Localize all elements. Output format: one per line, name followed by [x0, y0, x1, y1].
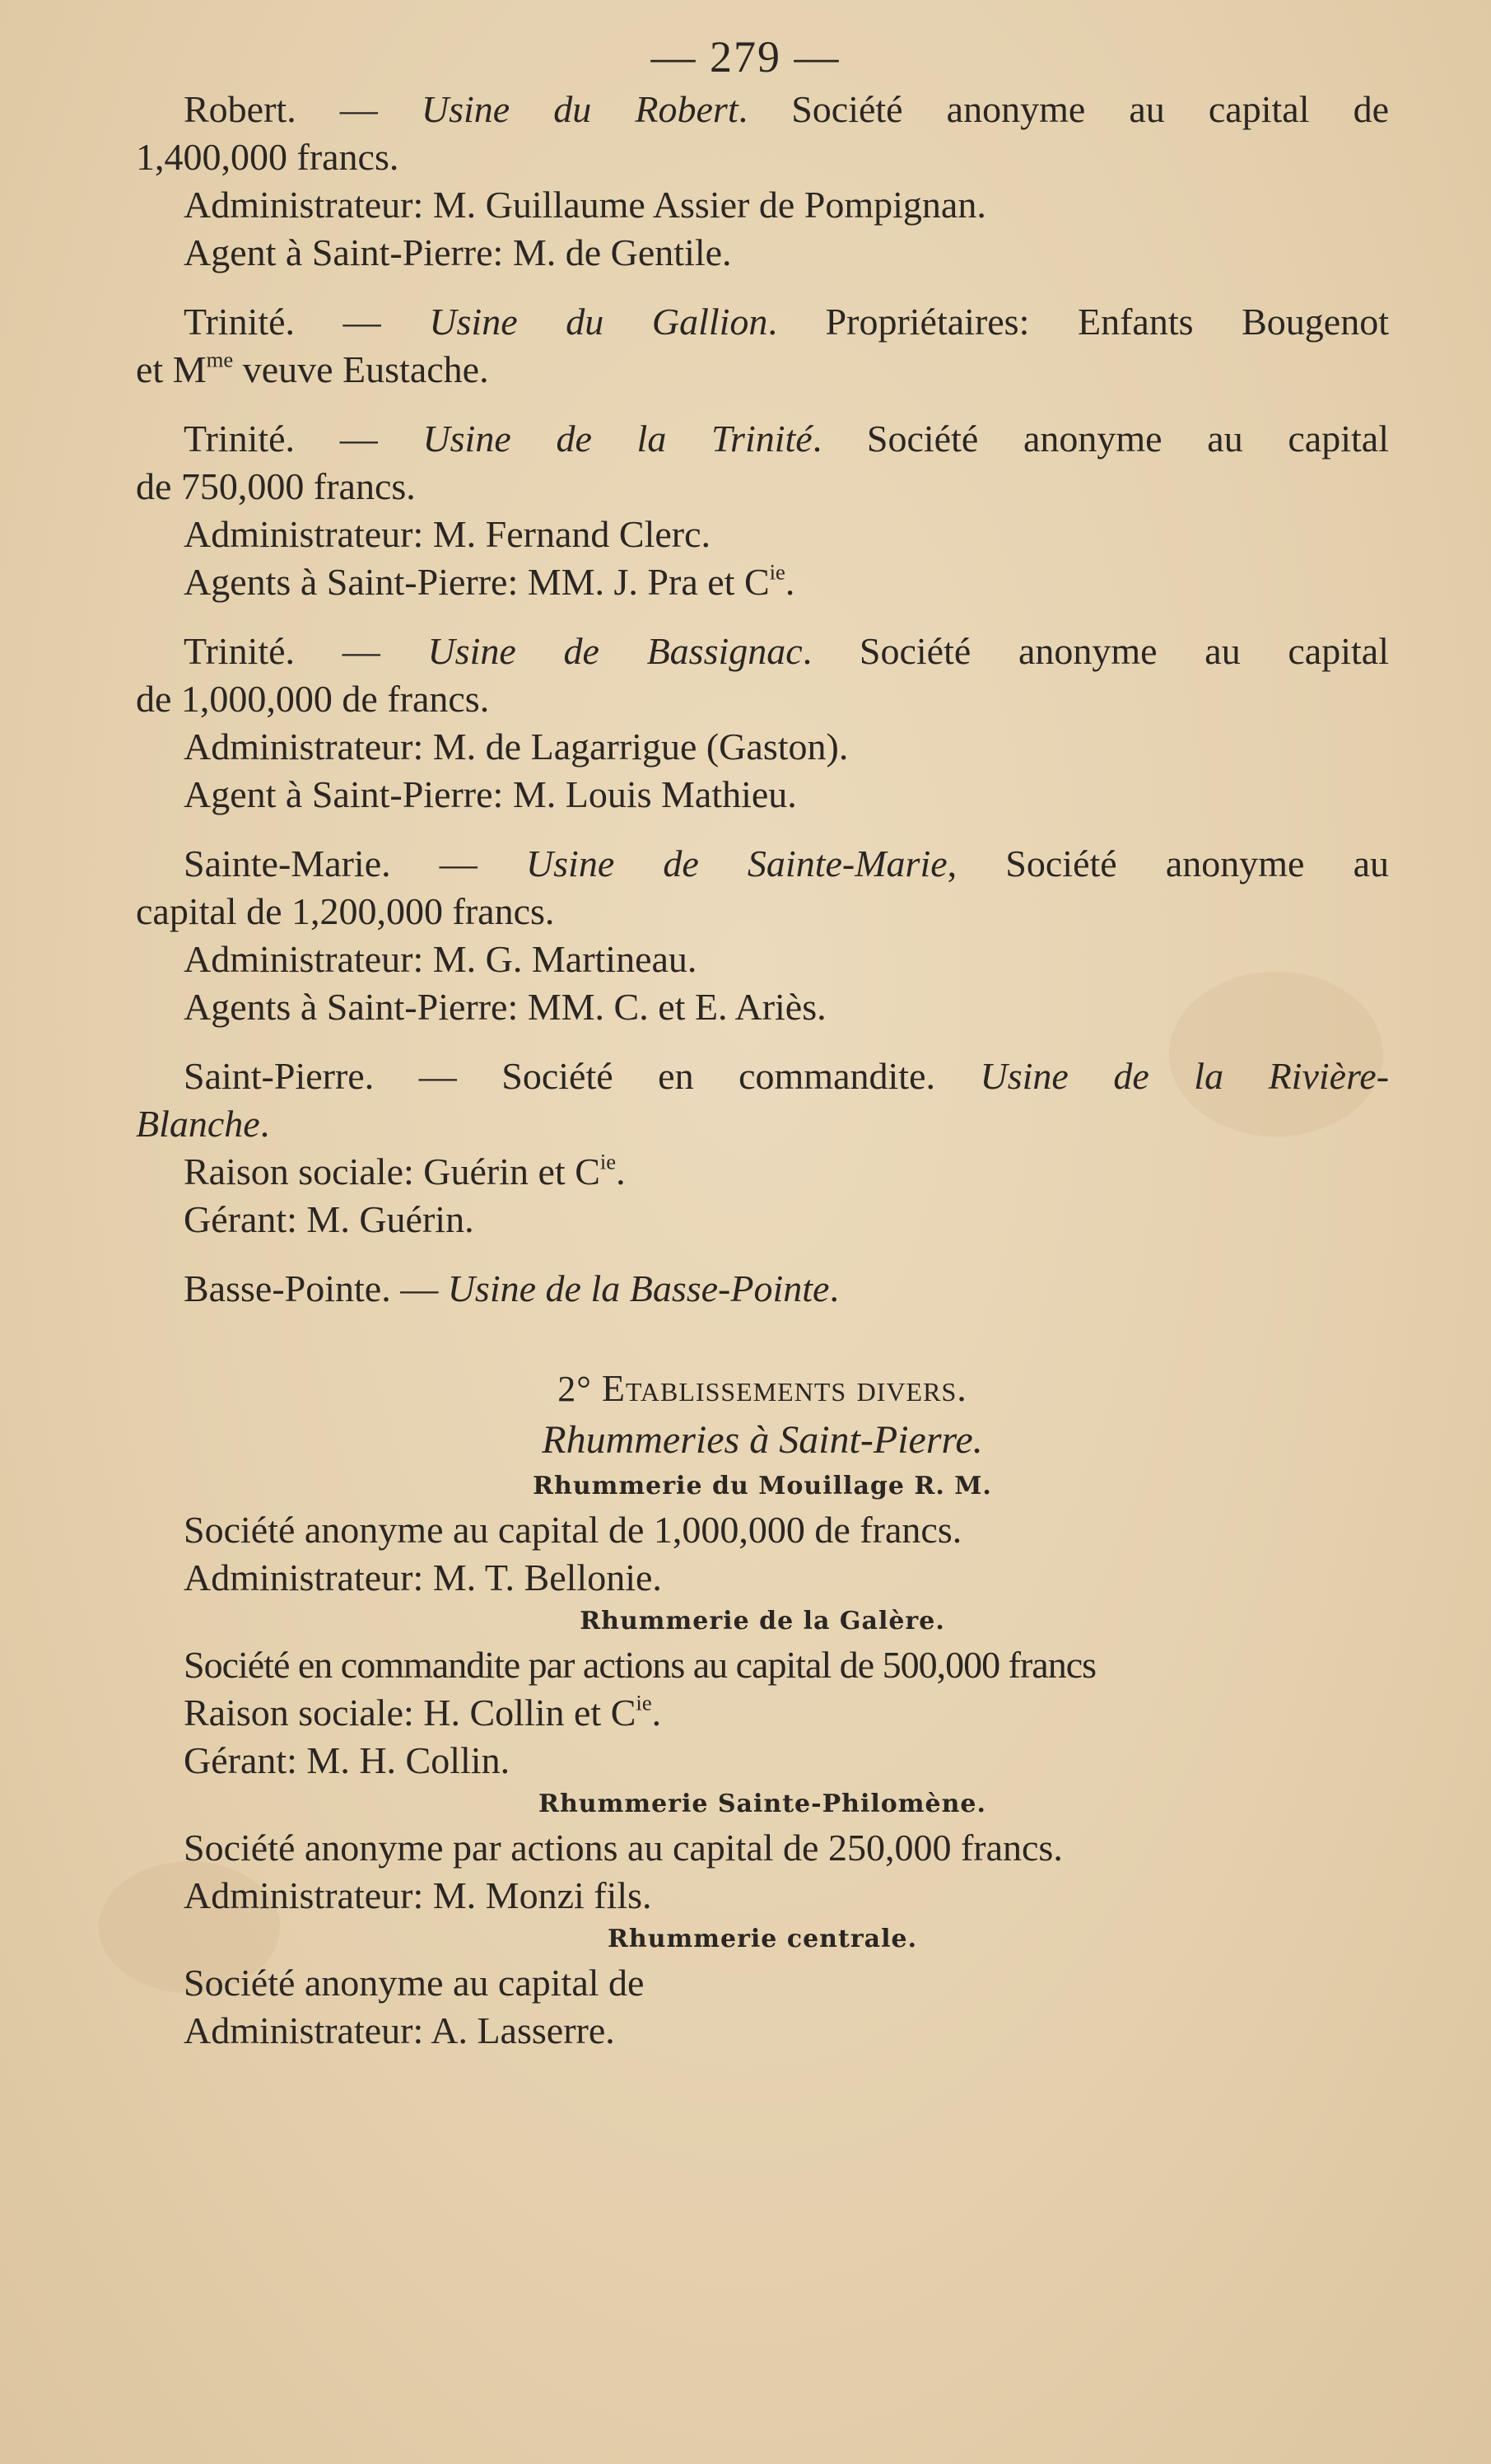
page-text — [136, 86, 1389, 2055]
rhummerie-mouillage — [136, 1467, 1389, 1602]
section-heading: 2° Etablissements divers. — [557, 1367, 967, 1409]
entry-heading-line: Trinité. — Usine de la Trinité. Société anonyme au capital — [184, 418, 1389, 460]
entry-heading-line: Robert. — Usine du Robert. Société anonyme au capital de — [184, 88, 1389, 130]
company-line: Société anonyme au capital de — [184, 1962, 645, 2004]
administrator-line: Administrateur: A. Lasserre. — [184, 2009, 615, 2051]
agent-line: Agent à Saint-Pierre: M. de Gentile. — [184, 231, 732, 273]
administrator-line: Administrateur: M. de Lagarrigue (Gaston). — [184, 726, 849, 768]
entry-gallion — [136, 298, 1389, 394]
entry-sainte-marie — [136, 840, 1389, 1031]
rhummerie-heading: Rhummerie du Mouillage R. M. — [533, 1472, 992, 1500]
administrator-line: Administrateur: M. G. Martineau. — [184, 938, 697, 980]
agent-line: Agents à Saint-Pierre: MM. C. et E. Ariès. — [184, 986, 827, 1028]
entry-heading-line: Trinité. — Usine du Gallion. Propriétaires: Enfants Bougenot — [184, 301, 1389, 343]
administrator-line: Administrateur: M. Guillaume Assier de Pompignan. — [184, 184, 986, 226]
entry-capital-line: capital de 1,200,000 francs. — [136, 890, 555, 932]
entry-capital-line: 1,400,000 francs. — [136, 136, 399, 178]
entry-heading-line: Basse-Pointe. — Usine de la Basse-Pointe. — [184, 1267, 839, 1309]
entry-heading-continuation: Blanche. — [136, 1103, 270, 1145]
company-line: Société anonyme par actions au capital de 250,000 francs. — [184, 1827, 1063, 1869]
agent-line: Agents à Saint-Pierre: MM. J. Pra et $C^{ie}$. — [184, 559, 795, 603]
entry-capital-line: de 1,000,000 de francs. — [136, 678, 490, 720]
entry-heading-line: Saint-Pierre. — Société en commandite. Usine de la Rivière- — [184, 1055, 1390, 1097]
administrator-line: Administrateur: M. Fernand Clerc. — [184, 513, 711, 555]
company-line: Société en commandite par actions au capital de 500,000 francs — [184, 1644, 1097, 1686]
manager-line: Gérant: M. H. Collin. — [184, 1739, 510, 1781]
entry-riviere-blanche — [136, 1052, 1389, 1244]
raison-sociale-line: Raison sociale: H. Collin et $C^{ie}$. — [184, 1690, 662, 1734]
entry-basse-pointe — [136, 1265, 1389, 1313]
entry-capital-line: de 750,000 francs. — [136, 465, 416, 507]
rhummerie-centrale — [136, 1920, 1389, 2055]
agent-line: Agent à Saint-Pierre: M. Louis Mathieu. — [184, 773, 797, 815]
entry-heading-line: Sainte-Marie. — Usine de Sainte-Marie, Société anonyme au — [184, 842, 1389, 884]
owners-line: et $M^{me}$ veuve Eustache. — [136, 347, 489, 390]
rhummerie-heading: Rhummerie centrale. — [607, 1925, 918, 1953]
section-subtitle: Rhummeries à Saint-Pierre. — [542, 1418, 983, 1462]
rhummerie-galere — [136, 1602, 1389, 1785]
rhummerie-heading: Rhummerie Sainte-Philomène. — [538, 1790, 986, 1818]
administrator-line: Administrateur: M. Monzi fils. — [184, 1874, 652, 1916]
administrator-line: Administrateur: M. T. Bellonie. — [184, 1556, 662, 1598]
manager-line: Gérant: M. Guérin. — [184, 1198, 474, 1240]
entry-trinite — [136, 415, 1389, 606]
company-line: Société anonyme au capital de 1,000,000 de francs. — [184, 1509, 962, 1551]
page-number: — 279 — — [650, 32, 841, 82]
rhummerie-heading: Rhummerie de la Galère. — [580, 1607, 945, 1636]
entry-robert — [136, 86, 1389, 277]
rhummerie-sainte-philomene — [136, 1785, 1389, 1920]
entry-bassignac — [136, 628, 1389, 819]
raison-sociale-line: Raison sociale: Guérin et $C^{ie}$. — [184, 1149, 626, 1192]
entry-heading-line: Trinité. — Usine de Bassignac. Société anonyme au capital — [184, 630, 1389, 672]
